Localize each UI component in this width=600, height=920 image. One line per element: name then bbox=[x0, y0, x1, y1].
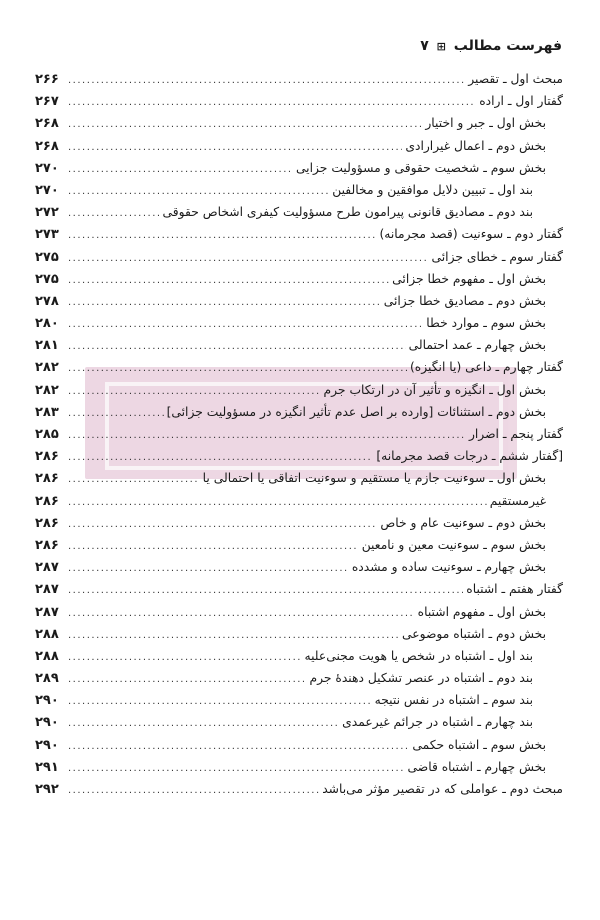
toc-dot-leader bbox=[68, 248, 428, 268]
toc-dot-leader bbox=[68, 159, 293, 179]
toc-entry-title: گفتار هفتم ـ اشتباه bbox=[466, 582, 563, 597]
toc-entry-title: بخش سوم ـ موارد خطا bbox=[426, 316, 546, 331]
toc-dot-leader bbox=[68, 558, 349, 578]
toc-entry-title: بخش سوم ـ سوءنیت معین و نامعین bbox=[361, 537, 546, 552]
toc-entry bbox=[35, 667, 563, 689]
toc-entry-page: ۲۷۳ bbox=[35, 227, 59, 243]
toc-entry-page: ۲۹۰ bbox=[35, 715, 59, 731]
toc-entry-title: گفتار اول ـ اراده bbox=[479, 94, 563, 109]
toc-dot-leader bbox=[68, 536, 359, 556]
toc-entry-page: ۲۸۶ bbox=[35, 537, 59, 553]
toc-entry-title: بخش اول ـ مفهوم خطا جزائی bbox=[392, 271, 546, 286]
toc-entry-title: گفتار چهارم ـ داعی (یا انگیزه) bbox=[410, 360, 563, 375]
toc-entry-title: بخش چهارم ـ عمد احتمالی bbox=[408, 338, 546, 353]
toc-dot-leader bbox=[68, 736, 409, 756]
toc-entry-title: بخش سوم ـ شخصیت حقوقی و مسؤولیت جزایی bbox=[295, 160, 546, 175]
toc-dot-leader bbox=[68, 780, 319, 800]
toc-entry bbox=[35, 467, 563, 489]
toc-entry-title: بند سوم ـ اشتباه در نفس نتیجه bbox=[374, 693, 533, 708]
toc-entry-page: ۲۸۸ bbox=[35, 648, 59, 664]
toc-entry-title: بخش دوم ـ استثنائات [وارده بر اصل عدم تأثیر انگیزه در مسؤولیت جزائی] bbox=[166, 404, 546, 419]
toc-entry bbox=[35, 135, 563, 157]
toc-entry bbox=[35, 356, 563, 378]
toc-dot-leader bbox=[68, 603, 415, 623]
toc-entry-page: ۲۷۰ bbox=[35, 182, 59, 198]
toc-dot-leader bbox=[68, 425, 466, 445]
toc-entry-title: گفتار پنجم ـ اضرار bbox=[468, 427, 563, 441]
toc-entry bbox=[35, 379, 563, 401]
toc-dot-leader bbox=[68, 758, 405, 778]
toc-entry-title: بند چهارم ـ اشتباه در جرائم غیرعمدی bbox=[342, 715, 533, 730]
toc-dot-leader bbox=[68, 225, 376, 245]
toc-dot-leader bbox=[68, 358, 407, 378]
toc-entry-title: بخش چهارم ـ سوءنیت ساده و مشدده bbox=[351, 560, 546, 575]
toc-dot-leader bbox=[68, 514, 377, 534]
toc-entry bbox=[35, 756, 563, 778]
toc-dot-leader bbox=[68, 292, 381, 312]
toc-entry-title: بخش چهارم ـ اشتباه قاضی bbox=[407, 759, 546, 774]
toc-entry-title: بخش اول ـ انگیزه و تأثیر آن در ارتکاب جرم bbox=[323, 382, 546, 397]
toc-entry bbox=[35, 290, 563, 312]
toc-dot-leader bbox=[68, 669, 306, 689]
toc-entry-title: بند اول ـ اشتباه در شخص یا هویت مجنی‌علیه bbox=[304, 648, 533, 663]
toc-entry-page: ۲۸۹ bbox=[35, 671, 59, 687]
toc-entry bbox=[35, 223, 563, 245]
toc-entry-page: ۲۸۷ bbox=[35, 560, 59, 576]
toc-entry bbox=[35, 68, 563, 90]
toc-entry bbox=[35, 423, 563, 445]
toc-dot-leader bbox=[68, 403, 164, 423]
toc-entry bbox=[35, 90, 563, 112]
toc-dot-leader bbox=[68, 492, 487, 512]
toc-entry-page: ۲۶۸ bbox=[35, 138, 59, 154]
toc-entry-page: ۲۸۷ bbox=[35, 582, 59, 598]
table-of-contents bbox=[35, 68, 563, 800]
toc-entry bbox=[35, 334, 563, 356]
toc-entry-page: ۲۸۲ bbox=[35, 360, 59, 376]
toc-entry-page: ۲۶۷ bbox=[35, 94, 59, 110]
toc-entry bbox=[35, 711, 563, 733]
toc-entry-title: بند دوم ـ اشتباه در عنصر تشکیل دهندهٔ جرم bbox=[309, 671, 533, 686]
toc-entry-title: بخش اول ـ مفهوم اشتباه bbox=[417, 604, 546, 619]
toc-entry-title: بخش دوم ـ سوءنیت عام و خاص bbox=[380, 515, 546, 530]
toc-entry-title: مبحث اول ـ تقصیر bbox=[468, 72, 563, 86]
toc-entry bbox=[35, 689, 563, 711]
toc-entry-title: مبحث دوم ـ عواملی که در تقصیر مؤثر می‌باشد bbox=[322, 782, 563, 796]
toc-dot-leader bbox=[68, 314, 423, 334]
toc-entry-page: ۲۸۶ bbox=[35, 515, 59, 531]
toc-entry-title: گفتار سوم ـ خطای جزائی bbox=[431, 249, 563, 264]
toc-entry bbox=[35, 601, 563, 623]
toc-entry bbox=[35, 512, 563, 534]
toc-dot-leader bbox=[68, 114, 422, 134]
toc-dot-leader bbox=[68, 381, 321, 401]
toc-entry-page: ۲۸۲ bbox=[35, 382, 59, 398]
toc-entry bbox=[35, 268, 563, 290]
toc-entry-page: ۲۹۰ bbox=[35, 737, 59, 753]
toc-entry bbox=[35, 490, 563, 512]
toc-entry bbox=[35, 179, 563, 201]
toc-dot-leader bbox=[68, 469, 200, 489]
toc-entry-title: بخش دوم ـ اشتباه موضوعی bbox=[402, 626, 546, 641]
toc-dot-leader bbox=[68, 137, 402, 157]
toc-entry-page: ۲۷۰ bbox=[35, 160, 59, 176]
toc-dot-leader bbox=[68, 647, 301, 667]
toc-entry bbox=[35, 157, 563, 179]
toc-entry bbox=[35, 246, 563, 268]
toc-entry-page: ۲۹۲ bbox=[35, 782, 59, 797]
toc-entry-page: ۲۸۶ bbox=[35, 493, 59, 509]
toc-entry-title: بخش اول ـ سوءنیت جازم یا مستقیم و سوءنیت اتفاقی یا احتمالی یا bbox=[202, 471, 546, 486]
toc-entry-title: غیرمستقیم bbox=[489, 493, 546, 508]
toc-entry bbox=[35, 112, 563, 134]
toc-entry-page: ۲۸۷ bbox=[35, 604, 59, 620]
toc-entry-page: ۲۷۵ bbox=[35, 271, 59, 287]
toc-entry-page: ۲۹۰ bbox=[35, 693, 59, 709]
toc-entry bbox=[35, 623, 563, 645]
toc-dot-leader bbox=[68, 70, 465, 90]
toc-entry-title: بخش دوم ـ مصادیق خطا جزائی bbox=[383, 293, 546, 308]
toc-entry-title: بخش اول ـ جبر و اختیار bbox=[425, 116, 546, 131]
toc-entry-page: ۲۷۸ bbox=[35, 293, 59, 309]
toc-entry bbox=[35, 312, 563, 334]
toc-dot-leader bbox=[68, 181, 329, 201]
toc-entry-title: بخش سوم ـ اشتباه حکمی bbox=[412, 737, 546, 752]
toc-dot-leader bbox=[68, 691, 372, 711]
toc-dot-leader bbox=[68, 270, 389, 290]
toc-entry bbox=[35, 201, 563, 223]
toc-entry bbox=[35, 578, 563, 600]
toc-entry-title: بند دوم ـ مصادیق قانونی پیرامون طرح مسؤولیت کیفری اشخاص حقوقی bbox=[162, 205, 533, 220]
toc-entry bbox=[35, 401, 563, 423]
toc-entry bbox=[35, 534, 563, 556]
toc-entry bbox=[35, 645, 563, 667]
toc-dot-leader bbox=[68, 203, 160, 223]
header-box-icon: ⊞ bbox=[436, 40, 446, 53]
toc-dot-leader bbox=[68, 713, 339, 733]
running-header bbox=[420, 38, 562, 54]
header-title: فهرست مطالب bbox=[453, 38, 562, 54]
toc-entry-page: ۲۸۰ bbox=[35, 316, 59, 332]
toc-entry-title: گفتار دوم ـ سوءنیت (قصد مجرمانه) bbox=[379, 227, 563, 242]
toc-entry bbox=[35, 734, 563, 756]
toc-dot-leader bbox=[68, 447, 373, 467]
header-page-number: ۷ bbox=[420, 38, 429, 54]
toc-entry-page: ۲۶۶ bbox=[35, 72, 59, 87]
toc-entry-title: بند اول ـ تبیین دلایل موافقین و مخالفین bbox=[332, 182, 533, 197]
toc-dot-leader bbox=[68, 625, 399, 645]
toc-dot-leader bbox=[68, 580, 463, 600]
toc-entry-page: ۲۸۳ bbox=[35, 404, 59, 420]
toc-dot-leader bbox=[68, 336, 406, 356]
toc-entry-page: ۲۹۱ bbox=[35, 759, 59, 775]
toc-entry-page: ۲۸۱ bbox=[35, 338, 59, 354]
toc-entry-page: ۲۸۶ bbox=[35, 449, 59, 465]
toc-entry-page: ۲۸۵ bbox=[35, 427, 59, 442]
toc-entry bbox=[35, 556, 563, 578]
toc-entry-page: ۲۶۸ bbox=[35, 116, 59, 132]
toc-entry-page: ۲۸۶ bbox=[35, 471, 59, 487]
toc-entry-page: ۲۷۲ bbox=[35, 205, 59, 221]
toc-dot-leader bbox=[68, 92, 476, 112]
toc-entry-page: ۲۸۸ bbox=[35, 626, 59, 642]
toc-entry-page: ۲۷۵ bbox=[35, 249, 59, 265]
toc-entry bbox=[35, 778, 563, 800]
toc-entry bbox=[35, 445, 563, 467]
toc-entry-title: [گفتار ششم ـ درجات قصد مجرمانه] bbox=[376, 449, 563, 464]
toc-entry-title: بخش دوم ـ اعمال غیرارادی bbox=[405, 138, 546, 153]
